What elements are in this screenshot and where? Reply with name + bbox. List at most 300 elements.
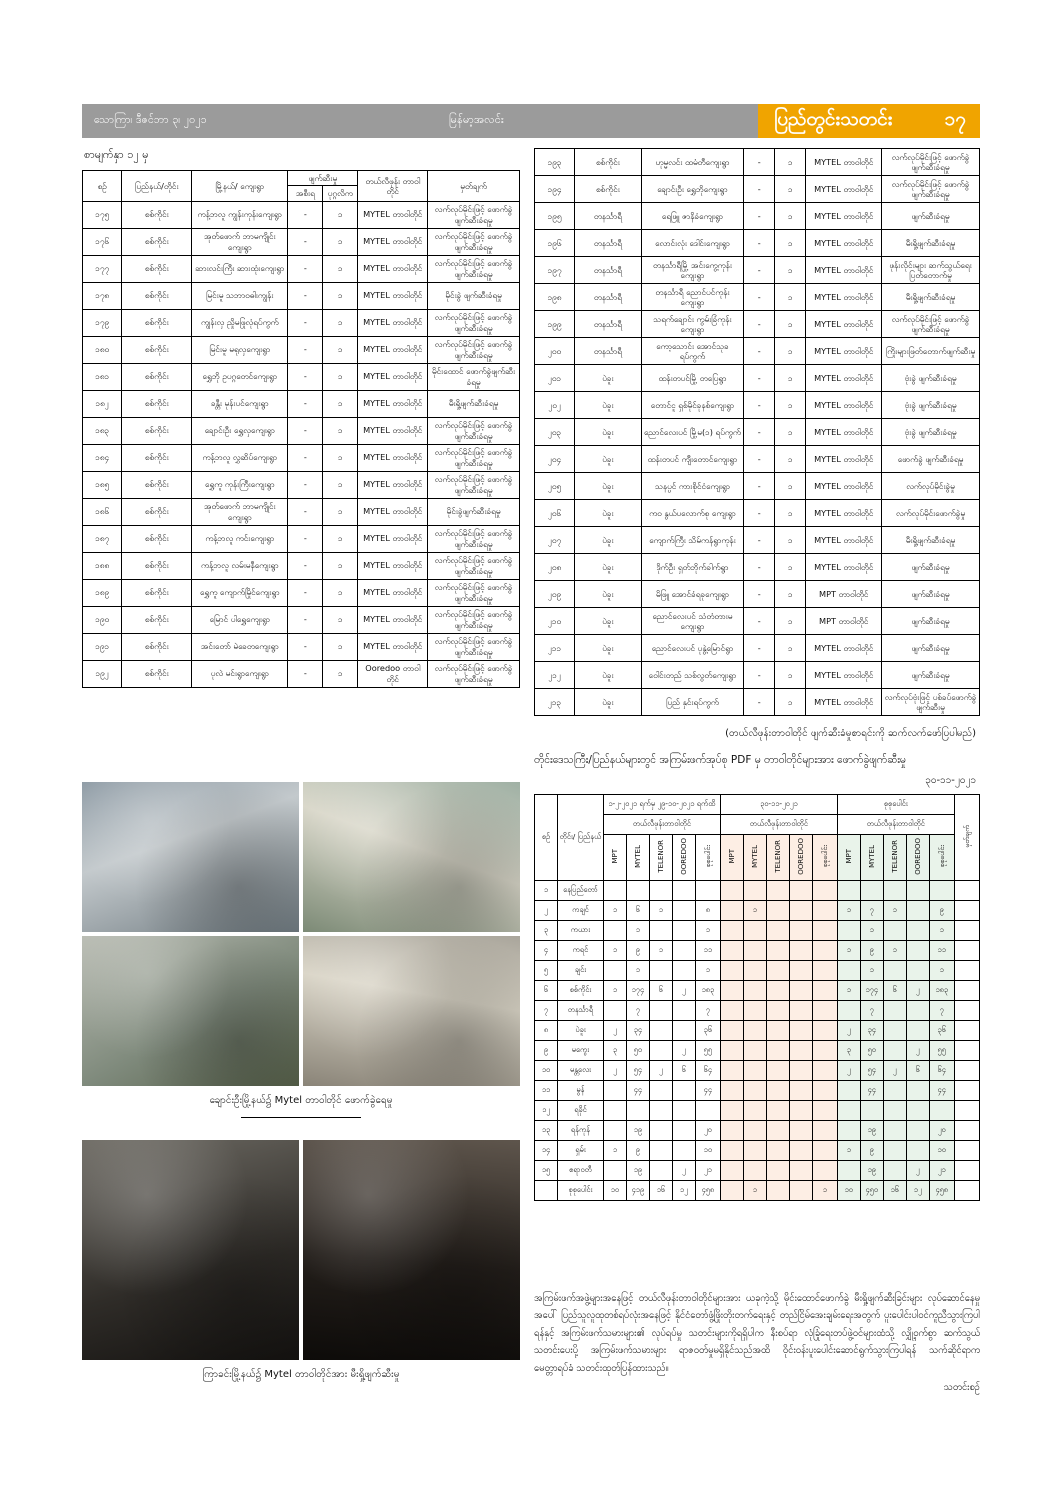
summary-cell-no: ၁၄ bbox=[535, 1141, 558, 1161]
summary-cell-value bbox=[743, 981, 766, 1001]
summary-cell-value bbox=[883, 1141, 906, 1161]
cell-a: - bbox=[288, 417, 323, 444]
summary-cell-value bbox=[883, 1021, 906, 1041]
summary-cell-value: ၁၉ bbox=[626, 1121, 649, 1141]
summary-cell-state: ကယား bbox=[557, 921, 603, 941]
summary-cell-value: ၅၅ bbox=[695, 1041, 720, 1061]
cell-op: MYTEL တာဝါတိုင် bbox=[358, 336, 428, 363]
cell-state: စစ်ကိုင်း bbox=[575, 149, 642, 176]
cell-b: ၁ bbox=[323, 633, 358, 660]
cell-township: ချောင်းဦး ရွှေဘိုကျေးရွာ bbox=[641, 176, 743, 203]
summary-total-value: ၁၀ bbox=[837, 1181, 860, 1201]
cell-a: - bbox=[744, 230, 775, 257]
table-row bbox=[535, 635, 980, 662]
cell-remark: လက်လုပ်မိုင်းဖြင့် ဖောက်ခွဲဖျက်ဆီးခံရမှု bbox=[428, 255, 520, 282]
cell-no: ၁၉၂ bbox=[83, 660, 122, 687]
cell-no: ၁၈၃ bbox=[83, 417, 122, 444]
summary-total-value: ၁၆ bbox=[649, 1181, 672, 1201]
cell-b: ၁ bbox=[323, 282, 358, 309]
summary-cell-value: ၁၉ bbox=[860, 1161, 883, 1181]
summary-cell-value bbox=[812, 1081, 837, 1101]
table-row bbox=[535, 257, 980, 284]
cell-township: မိဖြူ အောင်ခံရခုကျေးရွာ bbox=[641, 581, 743, 608]
summary-cell-value: ၂ bbox=[883, 1061, 906, 1081]
summary-cell-value bbox=[720, 1121, 743, 1141]
summary-cell-value bbox=[929, 1101, 954, 1121]
summary-cell-value bbox=[720, 961, 743, 981]
th-no: စဉ် bbox=[83, 171, 122, 202]
cell-township: ကန့်ဘလူ ကင်းကျေးရွာ bbox=[192, 525, 288, 552]
cell-remark: မိုင်းခွဲဖျက်ဆီးခံရမှု bbox=[428, 498, 520, 525]
summary-total-label: စုစုပေါင်း bbox=[557, 1181, 603, 1201]
cell-b: ၁ bbox=[775, 554, 806, 581]
cell-state: စစ်ကိုင်း bbox=[122, 255, 192, 282]
summary-cell-value: ၁၉ bbox=[860, 1121, 883, 1141]
cell-state: စစ်ကိုင်း bbox=[122, 282, 192, 309]
cell-township: တောင်ငူ ရှစ်မိုင်ခုနစ်ကျေးရွာ bbox=[641, 392, 743, 419]
summary-cell-value bbox=[789, 1081, 812, 1101]
summary-cell-value bbox=[720, 941, 743, 961]
cell-b: ၁ bbox=[323, 255, 358, 282]
summary-cell-value: ၂ bbox=[906, 1161, 929, 1181]
summary-total-value: ၁၂ bbox=[672, 1181, 695, 1201]
summary-cell-value bbox=[837, 1161, 860, 1181]
cell-remark: ဖျက်ဆီးခံရမှု bbox=[882, 581, 980, 608]
cell-b: ၁ bbox=[323, 363, 358, 390]
sum-th-no: စဉ် bbox=[535, 794, 558, 881]
summary-cell-value: ၁၀ bbox=[929, 1141, 954, 1161]
cell-b: ၁ bbox=[775, 446, 806, 473]
summary-cell-value bbox=[837, 1121, 860, 1141]
cell-state: ပဲခူး bbox=[575, 446, 642, 473]
summary-cell-value bbox=[743, 961, 766, 981]
summary-cell-value bbox=[766, 981, 789, 1001]
summary-cell-value: ၁၇၄ bbox=[626, 981, 649, 1001]
cell-a: - bbox=[744, 149, 775, 176]
cell-op: MYTEL တာဝါတိုင် bbox=[806, 257, 882, 284]
summary-cell-value: ၃၆ bbox=[695, 1021, 720, 1041]
cell-op: MYTEL တာဝါတိုင် bbox=[358, 471, 428, 498]
photo-burnt-interior bbox=[303, 1140, 520, 1360]
cell-township: ထန်းတပင်မြို့ တပြေရွာ bbox=[641, 365, 743, 392]
cell-b: ၁ bbox=[775, 581, 806, 608]
cell-b: ၁ bbox=[323, 309, 358, 336]
summary-total-value: ၁၀ bbox=[603, 1181, 626, 1201]
summary-cell-state: ကရင် bbox=[557, 941, 603, 961]
summary-cell-value bbox=[603, 1101, 626, 1121]
header-paper-name: မြန်မာ့အလင်း bbox=[448, 113, 504, 126]
cell-a: - bbox=[744, 554, 775, 581]
summary-cell-value: ၁ bbox=[603, 901, 626, 921]
summary-cell-value bbox=[766, 961, 789, 981]
cell-remark: လက်လုပ်မိုင်းဖြင့် ဖောက်ခွဲဖျက်ဆီးခံရမှု bbox=[882, 311, 980, 338]
summary-cell-value: ၁ bbox=[649, 941, 672, 961]
summary-cell-state: တနင်္သာရီ bbox=[557, 1001, 603, 1021]
summary-cell-value: ၁ bbox=[626, 961, 649, 981]
header-page-number: ၁၇ bbox=[944, 108, 966, 130]
cell-remark: မိုင်းခွဲ ဖျက်ဆီးခံရမှု bbox=[428, 282, 520, 309]
cell-a: - bbox=[744, 689, 775, 716]
cell-remark: လက်လုပ်မိုင်းဖြင့် ဖောက်ခွဲဖျက်ဆီးခံရမှု bbox=[428, 579, 520, 606]
summary-cell-value: ၈ bbox=[695, 901, 720, 921]
th-operator: တယ်လီဖုန်း တာဝါတိုင် bbox=[358, 171, 428, 202]
cell-township: ညောင်လေးပင် မြို့မ(၁) ရပ်ကွက် bbox=[641, 419, 743, 446]
summary-cell-no: ၉ bbox=[535, 1041, 558, 1061]
table-row bbox=[83, 444, 520, 471]
summary-cell-value bbox=[743, 1161, 766, 1181]
summary-cell-value bbox=[766, 1061, 789, 1081]
cell-state: စစ်ကိုင်း bbox=[122, 363, 192, 390]
summary-cell-value bbox=[649, 1021, 672, 1041]
summary-cell-value: ၁ bbox=[929, 921, 954, 941]
cell-township: ကန့်ဘလူ လမ်းမနီကျေးရွာ bbox=[192, 552, 288, 579]
photo-caption-2: ကြာခင်းမြို့နယ်၌ Mytel တာဝါတိုင်အား မီးရှို့ဖျက်ဆီးမှု bbox=[202, 1369, 400, 1380]
cell-no: ၁၉၆ bbox=[535, 230, 575, 257]
summary-cell-value bbox=[929, 881, 954, 901]
summary-cell-value bbox=[720, 1081, 743, 1101]
cell-op: MPT တာဝါတိုင် bbox=[806, 608, 882, 635]
sum-th-op-mytel-0: MYTEL bbox=[626, 834, 649, 881]
summary-cell-value bbox=[812, 1021, 837, 1041]
cell-a: - bbox=[288, 363, 323, 390]
cell-op: MYTEL တာဝါတိုင် bbox=[806, 176, 882, 203]
cell-b: ၁ bbox=[323, 498, 358, 525]
cell-op: MPT တာဝါတိုင် bbox=[806, 581, 882, 608]
summary-cell-value: ၉ bbox=[860, 941, 883, 961]
summary-cell-value bbox=[603, 1001, 626, 1021]
cell-no: ၁၇၇ bbox=[83, 255, 122, 282]
summary-cell-value: ၇ bbox=[860, 901, 883, 921]
cell-no: ၁၈၉ bbox=[83, 579, 122, 606]
cell-no: ၂၁၁ bbox=[535, 635, 575, 662]
summary-row bbox=[535, 901, 980, 921]
summary-cell-value bbox=[812, 881, 837, 901]
summary-cell-value bbox=[743, 1081, 766, 1101]
summary-cell-remark bbox=[954, 881, 979, 901]
cell-township: အုတ်ဖောက် ဘာမကျိုင်းကျေးရွာ bbox=[192, 498, 288, 525]
cell-state: စစ်ကိုင်း bbox=[122, 336, 192, 363]
cell-no: ၁၈၅ bbox=[83, 471, 122, 498]
sum-th-op-telenor-0: TELENOR bbox=[649, 834, 672, 881]
cell-remark: လက်လုပ်မိုင်းခွဲမှု bbox=[882, 473, 980, 500]
cell-state: စစ်ကိုင်း bbox=[122, 606, 192, 633]
summary-cell-value bbox=[743, 1021, 766, 1041]
summary-cell-state: မကွေး bbox=[557, 1041, 603, 1061]
cell-township: ကျောက်ကြီး သိမ်ကန်ရွာကုန်း bbox=[641, 527, 743, 554]
summary-cell-remark bbox=[954, 1041, 979, 1061]
summary-cell-value: ၂၁ bbox=[929, 1161, 954, 1181]
cell-remark: လက်လုပ်မိုင်းဖြင့် ဖောက်ခွဲဖျက်ဆီးခံရမှု bbox=[428, 552, 520, 579]
table-row bbox=[83, 336, 520, 363]
summary-cell-value bbox=[883, 1121, 906, 1141]
cell-a: - bbox=[744, 338, 775, 365]
sum-th-sub3: တယ်လီဖုန်းတာဝါတိုင် bbox=[837, 814, 954, 834]
summary-cell-value bbox=[603, 881, 626, 901]
sum-th-op-စုစုပေါင်း-1: စုစုပေါင်း bbox=[812, 834, 837, 881]
summary-cell-value: ၁ bbox=[883, 941, 906, 961]
summary-cell-state: မန္တလေး bbox=[557, 1061, 603, 1081]
summary-total-value: ၁၆ bbox=[883, 1181, 906, 1201]
cell-state: တနင်္သာရီ bbox=[575, 338, 642, 365]
cell-a: - bbox=[288, 471, 323, 498]
cell-state: ပဲခူး bbox=[575, 500, 642, 527]
summary-cell-value: ၃၆ bbox=[929, 1021, 954, 1041]
cell-op: MYTEL တာဝါတိုင် bbox=[358, 606, 428, 633]
th-township: မြို့နယ်/ ကျေးရွာ bbox=[192, 171, 288, 202]
cell-state: ပဲခူး bbox=[575, 419, 642, 446]
table-row bbox=[535, 662, 980, 689]
cell-op: MYTEL တာဝါတိုင် bbox=[806, 419, 882, 446]
summary-total-value: ၁ bbox=[812, 1181, 837, 1201]
summary-cell-no: ၁၁ bbox=[535, 1081, 558, 1101]
summary-cell-value bbox=[743, 941, 766, 961]
cell-state: တနင်္သာရီ bbox=[575, 257, 642, 284]
summary-cell-value bbox=[649, 1161, 672, 1181]
cell-b: ၁ bbox=[775, 419, 806, 446]
summary-cell-remark bbox=[954, 921, 979, 941]
cell-op: MYTEL တာဝါတိုင် bbox=[806, 473, 882, 500]
summary-cell-value: ၃၄ bbox=[860, 1021, 883, 1041]
summary-cell-value: ၂၁ bbox=[695, 1161, 720, 1181]
summary-row bbox=[535, 961, 980, 981]
summary-cell-value: ၆၄ bbox=[929, 1061, 954, 1081]
cell-remark: လက်လုပ်မိုင်းဖြင့် ဖောက်ခွဲဖျက်ဆီးခံရမှု bbox=[428, 660, 520, 687]
summary-cell-state: မွန် bbox=[557, 1081, 603, 1101]
cell-remark: လက်လုပ်မိုင်းဖြင့် ဖောက်ခွဲဖျက်ဆီးခံရမှု bbox=[428, 228, 520, 255]
sum-th-op-စုစုပေါင်း-0: စုစုပေါင်း bbox=[695, 834, 720, 881]
summary-cell-value bbox=[812, 901, 837, 921]
cell-no: ၁၉၀ bbox=[83, 606, 122, 633]
cell-remark: လက်လုပ်မိုင်းဖြင့် ဖောက်ခွဲဖျက်ဆီးခံရမှု bbox=[882, 176, 980, 203]
th-damage-private: ပုဂ္ဂလိက bbox=[323, 186, 358, 201]
summary-cell-value: ၇ bbox=[626, 1001, 649, 1021]
summary-row bbox=[535, 921, 980, 941]
sum-th-op-စုစုပေါင်း-2: စုစုပေါင်း bbox=[929, 834, 954, 881]
summary-cell-value bbox=[649, 961, 672, 981]
cell-a: - bbox=[744, 365, 775, 392]
summary-cell-no: ၃ bbox=[535, 921, 558, 941]
cell-remark: ဖျက်ဆီးခံရမှု bbox=[882, 554, 980, 581]
cell-state: စစ်ကိုင်း bbox=[122, 633, 192, 660]
th-damage: ဖျက်ဆီးမှု bbox=[288, 171, 358, 186]
cell-state: တနင်္သာရီ bbox=[575, 284, 642, 311]
cell-state: ပဲခူး bbox=[575, 608, 642, 635]
summary-cell-value: ၂ bbox=[603, 1061, 626, 1081]
summary-cell-value bbox=[883, 1161, 906, 1181]
summary-row bbox=[535, 881, 980, 901]
summary-cell-value: ၃၄ bbox=[626, 1021, 649, 1041]
cell-state: စစ်ကိုင်း bbox=[122, 660, 192, 687]
summary-cell-value bbox=[789, 921, 812, 941]
summary-cell-value bbox=[766, 1161, 789, 1181]
summary-cell-value: ၁၉ bbox=[626, 1161, 649, 1181]
summary-cell-value bbox=[672, 1101, 695, 1121]
cell-a: - bbox=[288, 255, 323, 282]
summary-cell-value bbox=[720, 1061, 743, 1081]
cell-a: - bbox=[744, 203, 775, 230]
summary-cell-value bbox=[743, 1141, 766, 1161]
cell-state: စစ်ကိုင်း bbox=[122, 579, 192, 606]
photo-block-bottom bbox=[82, 1140, 520, 1382]
cell-op: MYTEL တာဝါတိုင် bbox=[358, 552, 428, 579]
table-row bbox=[83, 417, 520, 444]
table-row bbox=[535, 500, 980, 527]
cell-no: ၁၉၁ bbox=[83, 633, 122, 660]
summary-cell-value bbox=[883, 1001, 906, 1021]
table-row bbox=[83, 309, 520, 336]
th-remark: မှတ်ချက် bbox=[428, 171, 520, 202]
cell-op: MYTEL တာဝါတိုင် bbox=[806, 338, 882, 365]
cell-remark: လက်လုပ်မိုင်းဖြင့် ဖောက်ခွဲဖျက်ဆီးခံရမှု bbox=[882, 149, 980, 176]
summary-cell-no: ၇ bbox=[535, 1001, 558, 1021]
sum-th-op-mpt-2: MPT bbox=[837, 834, 860, 881]
cell-no: ၁၉၉ bbox=[535, 311, 575, 338]
table-row bbox=[535, 392, 980, 419]
summary-row bbox=[535, 1001, 980, 1021]
table-row bbox=[83, 633, 520, 660]
cell-b: ၁ bbox=[775, 284, 806, 311]
summary-cell-state: ရခိုင် bbox=[557, 1101, 603, 1121]
cell-state: တနင်္သာရီ bbox=[575, 311, 642, 338]
summary-total-value: ၄၁၉ bbox=[626, 1181, 649, 1201]
cell-b: ၁ bbox=[775, 230, 806, 257]
cell-a: - bbox=[744, 392, 775, 419]
summary-row bbox=[535, 981, 980, 1001]
sum-th-total: စုစုပေါင်း bbox=[837, 794, 954, 814]
summary-cell-value bbox=[649, 921, 672, 941]
summary-cell-value bbox=[789, 901, 812, 921]
cell-no: ၁၉၃ bbox=[535, 149, 575, 176]
cell-op: MYTEL တာဝါတိုင် bbox=[358, 282, 428, 309]
summary-cell-no: ၈ bbox=[535, 1021, 558, 1041]
summary-cell-value bbox=[812, 1001, 837, 1021]
cell-op: MYTEL တာဝါတိုင် bbox=[358, 201, 428, 228]
summary-cell-value bbox=[789, 881, 812, 901]
summary-row bbox=[535, 1121, 980, 1141]
cell-op: MYTEL တာဝါတိုင် bbox=[358, 255, 428, 282]
cell-remark: လက်လုပ်မိုင်းဖြင့် ဖောက်ခွဲဖျက်ဆီးခံရမှု bbox=[428, 336, 520, 363]
summary-cell-value bbox=[766, 1121, 789, 1141]
cell-remark: မီးရှို့ဖျက်ဆီးခံရမှု bbox=[428, 390, 520, 417]
cell-op: MYTEL တာဝါတိုင် bbox=[358, 525, 428, 552]
table-row bbox=[535, 203, 980, 230]
summary-cell-value: ၅၀ bbox=[860, 1041, 883, 1061]
cell-a: - bbox=[288, 606, 323, 633]
summary-cell-value bbox=[789, 941, 812, 961]
cell-township: ဟုမ္မလင်း ထမံတီကျေးရွာ bbox=[641, 149, 743, 176]
summary-cell-value bbox=[603, 1081, 626, 1101]
photo-block-top bbox=[82, 782, 520, 1126]
cell-township: မြင်းမူ မရုလှကျေးရွာ bbox=[192, 336, 288, 363]
summary-cell-value: ၇ bbox=[695, 1001, 720, 1021]
table-row bbox=[535, 473, 980, 500]
summary-cell-state: ရန်ကုန် bbox=[557, 1121, 603, 1141]
summary-cell-value: ၇ bbox=[929, 1001, 954, 1021]
cell-op: MYTEL တာဝါတိုင် bbox=[358, 579, 428, 606]
cell-a: - bbox=[744, 446, 775, 473]
cell-no: ၁၈၄ bbox=[83, 444, 122, 471]
summary-cell-value bbox=[603, 921, 626, 941]
photo-blast-crater bbox=[303, 936, 520, 1086]
summary-cell-value bbox=[906, 961, 929, 981]
summary-cell-no: ၄ bbox=[535, 941, 558, 961]
sum-th-op-mytel-1: MYTEL bbox=[743, 834, 766, 881]
cell-b: ၁ bbox=[323, 390, 358, 417]
cell-township: ကန့်ဘလူ လွှဆိပ်ကျေးရွာ bbox=[192, 444, 288, 471]
summary-cell-value: ၁ bbox=[883, 901, 906, 921]
cell-township: ချောင်းဦး ရွှေလှကျေးရွာ bbox=[192, 417, 288, 444]
summary-row bbox=[535, 1061, 980, 1081]
table-row bbox=[83, 579, 520, 606]
cell-remark: ဖျက်ဆီးခံရမှု bbox=[882, 608, 980, 635]
article-body bbox=[534, 1290, 980, 1396]
tower-damage-table-left bbox=[82, 170, 520, 688]
cell-b: ၁ bbox=[775, 608, 806, 635]
table-row bbox=[83, 255, 520, 282]
photo-generator-site bbox=[82, 782, 299, 932]
summary-cell-value: ၉ bbox=[929, 901, 954, 921]
cell-state: စစ်ကိုင်း bbox=[122, 498, 192, 525]
summary-cell-value: ၆ bbox=[649, 981, 672, 1001]
summary-cell-value: ၁၁ bbox=[695, 941, 720, 961]
cell-remark: မီးရှို့ဖျက်ဆီးခံရမှု bbox=[882, 230, 980, 257]
cell-no: ၁၈၇ bbox=[83, 525, 122, 552]
summary-cell-value bbox=[766, 941, 789, 961]
summary-cell-value bbox=[720, 981, 743, 1001]
cell-a: - bbox=[744, 176, 775, 203]
summary-cell-value: ၁ bbox=[695, 961, 720, 981]
summary-total-value: ၄၅၈ bbox=[695, 1181, 720, 1201]
cell-state: စစ်ကိုင်း bbox=[122, 417, 192, 444]
cell-no: ၂၀၀ bbox=[535, 338, 575, 365]
cell-op: MYTEL တာဝါတိုင် bbox=[806, 662, 882, 689]
summary-cell-value bbox=[766, 1041, 789, 1061]
summary-cell-value: ၄၄ bbox=[626, 1081, 649, 1101]
summary-cell-value bbox=[649, 1121, 672, 1141]
cell-a: - bbox=[288, 579, 323, 606]
summary-cell-no: ၂ bbox=[535, 901, 558, 921]
cell-op: Ooredoo တာဝါတိုင် bbox=[358, 660, 428, 687]
cell-b: ၁ bbox=[323, 606, 358, 633]
cell-b: ၁ bbox=[323, 579, 358, 606]
summary-row bbox=[535, 1161, 980, 1181]
summary-cell-value bbox=[720, 901, 743, 921]
summary-cell-state: ရှမ်း bbox=[557, 1141, 603, 1161]
summary-cell-value bbox=[789, 1101, 812, 1121]
summary-cell-value bbox=[789, 1061, 812, 1081]
cell-township: ပြည် နှင်းရပ်ကွက် bbox=[641, 689, 743, 716]
summary-cell-value bbox=[672, 1001, 695, 1021]
summary-cell-value bbox=[812, 1041, 837, 1061]
cell-remark: လက်လုပ်မိုင်းဖြင့် ဖောက်ခွဲဖျက်ဆီးခံရမှု bbox=[428, 417, 520, 444]
summary-cell-value bbox=[812, 1061, 837, 1081]
summary-cell-value bbox=[789, 1161, 812, 1181]
summary-cell-value: ၄၄ bbox=[860, 1081, 883, 1101]
summary-cell-value: ၁၀ bbox=[695, 1141, 720, 1161]
sum-th-period1: ၁-၂-၂၀၂၁ ရက်မှ ၂၉-၁၀-၂၀၂၁ ရက်ထိ bbox=[603, 794, 720, 814]
summary-cell-remark bbox=[954, 1001, 979, 1021]
cell-no: ၁၉၄ bbox=[535, 176, 575, 203]
article-signature: သတင်းစဉ် bbox=[943, 1381, 980, 1393]
summary-cell-value: ၅၄ bbox=[860, 1061, 883, 1081]
cell-a: - bbox=[288, 282, 323, 309]
table-row bbox=[535, 230, 980, 257]
cell-no: ၁၉၅ bbox=[535, 203, 575, 230]
summary-cell-value bbox=[766, 1021, 789, 1041]
table-row bbox=[535, 284, 980, 311]
summary-cell-value bbox=[672, 941, 695, 961]
cell-op: MYTEL တာဝါတိုင် bbox=[806, 554, 882, 581]
